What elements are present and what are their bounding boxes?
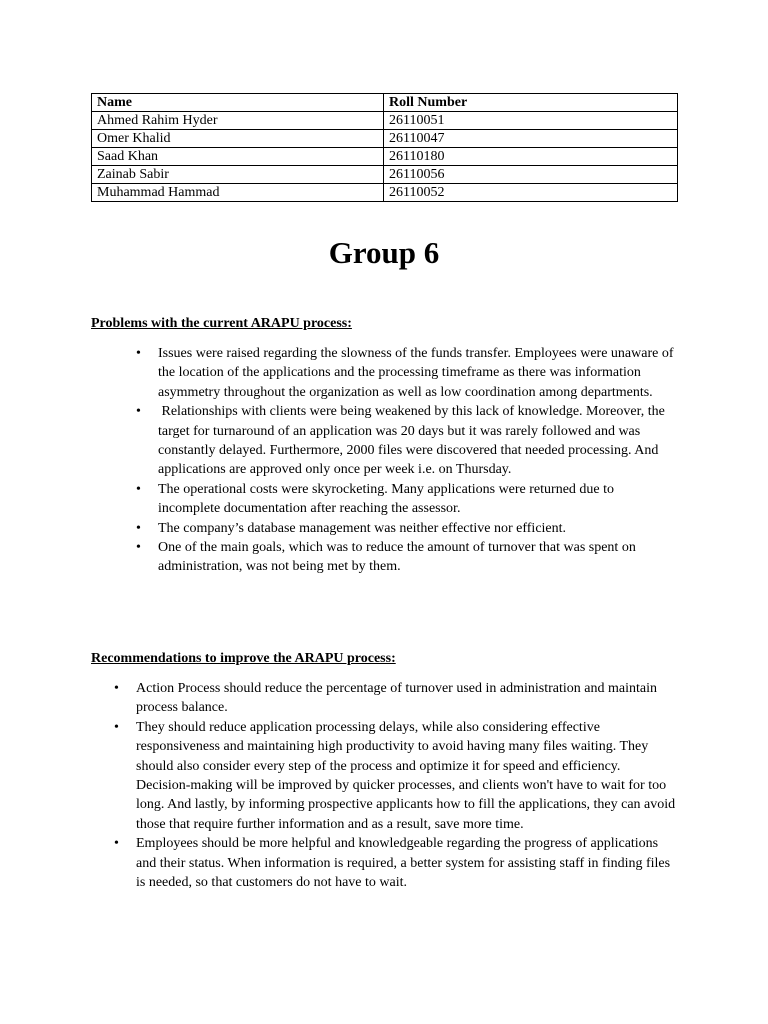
document-title: Group 6 bbox=[328, 235, 440, 270]
member-name: Zainab Sabir bbox=[92, 166, 384, 184]
member-name: Saad Khan bbox=[92, 148, 384, 166]
problems-list bbox=[136, 344, 678, 577]
table-row bbox=[92, 112, 678, 130]
bullet-icon: • bbox=[136, 520, 141, 536]
column-header-name: Name bbox=[92, 94, 384, 112]
list-item-text: The operational costs were skyrocketing. Many applications were returned due to incomplete documentation after reaching the assessor. bbox=[158, 481, 615, 517]
table-row bbox=[92, 130, 678, 148]
bullet-icon: • bbox=[136, 404, 141, 420]
list-item-text: They should reduce application processing delays, while also considering effective responsiveness and maintaining high productivity to avoid having many files waiting. They should also consider every step of the process and optimize it for speed and efficiency. Decision-making will be improved by quicker processes, and clients won't have to wait for too long. And lastly, by informing prospective applicants how to fill the applications, they can avoid those that require further information and as a result, save more time. bbox=[136, 719, 676, 832]
member-roll-number: 26110056 bbox=[384, 166, 678, 184]
list-item-text: Employees should be more helpful and knowledgeable regarding the progress of applications and their status. When information is required, a better system for assisting staff in finding files is needed, so that customers do not have to wait. bbox=[136, 836, 671, 891]
member-roll-number: 26110180 bbox=[384, 148, 678, 166]
member-name: Ahmed Rahim Hyder bbox=[92, 112, 384, 130]
bullet-icon: • bbox=[136, 481, 141, 497]
bullet-icon: • bbox=[136, 540, 141, 556]
member-roll-number: 26110047 bbox=[384, 130, 678, 148]
list-item bbox=[136, 402, 678, 480]
list-item bbox=[114, 834, 678, 892]
list-item-text: One of the main goals, which was to reduce the amount of turnover that was spent on administration, was not being met by them. bbox=[158, 540, 636, 575]
group-members-table bbox=[91, 93, 678, 202]
problems-heading: Problems with the current ARAPU process: bbox=[91, 316, 352, 331]
list-item-text: Issues were raised regarding the slowness of the funds transfer. Employees were unaware of the location of the applications and the processing timeframe as there was information asymmetry throughout the organization as well as low coordination among departments. bbox=[158, 346, 674, 400]
table-header-row bbox=[92, 94, 678, 112]
recommendations-heading: Recommendations to improve the ARAPU process: bbox=[91, 651, 396, 666]
table-row bbox=[92, 184, 678, 202]
recommendations-list bbox=[114, 679, 678, 892]
member-name: Muhammad Hammad bbox=[92, 184, 384, 202]
list-item bbox=[136, 538, 678, 577]
list-item bbox=[136, 480, 678, 519]
list-item-text: Action Process should reduce the percentage of turnover used in administration and maintain process balance. bbox=[136, 681, 657, 716]
member-name: Omer Khalid bbox=[92, 130, 384, 148]
bullet-icon: • bbox=[114, 836, 119, 852]
list-item bbox=[114, 679, 678, 718]
list-item bbox=[136, 344, 678, 402]
column-header-roll-number: Roll Number bbox=[384, 94, 678, 112]
list-item-text: The company’s database management was neither effective nor efficient. bbox=[158, 520, 567, 536]
bullet-icon: • bbox=[136, 346, 141, 361]
member-roll-number: 26110052 bbox=[384, 184, 678, 202]
member-roll-number: 26110051 bbox=[384, 112, 678, 130]
table-row bbox=[92, 166, 678, 184]
list-item-text: Relationships with clients were being weakened by this lack of knowledge. Moreover, the target for turnaround of an application was 20 days but it was rarely followed and was constantly delayed. Furthermore, 2000 files were discovered that needed processing. And applications are approved only once per week i.e. on Thursday. bbox=[158, 404, 669, 478]
bullet-icon: • bbox=[114, 719, 119, 735]
table-row bbox=[92, 148, 678, 166]
bullet-icon: • bbox=[114, 681, 119, 696]
list-item bbox=[114, 718, 678, 834]
list-item bbox=[136, 519, 678, 538]
